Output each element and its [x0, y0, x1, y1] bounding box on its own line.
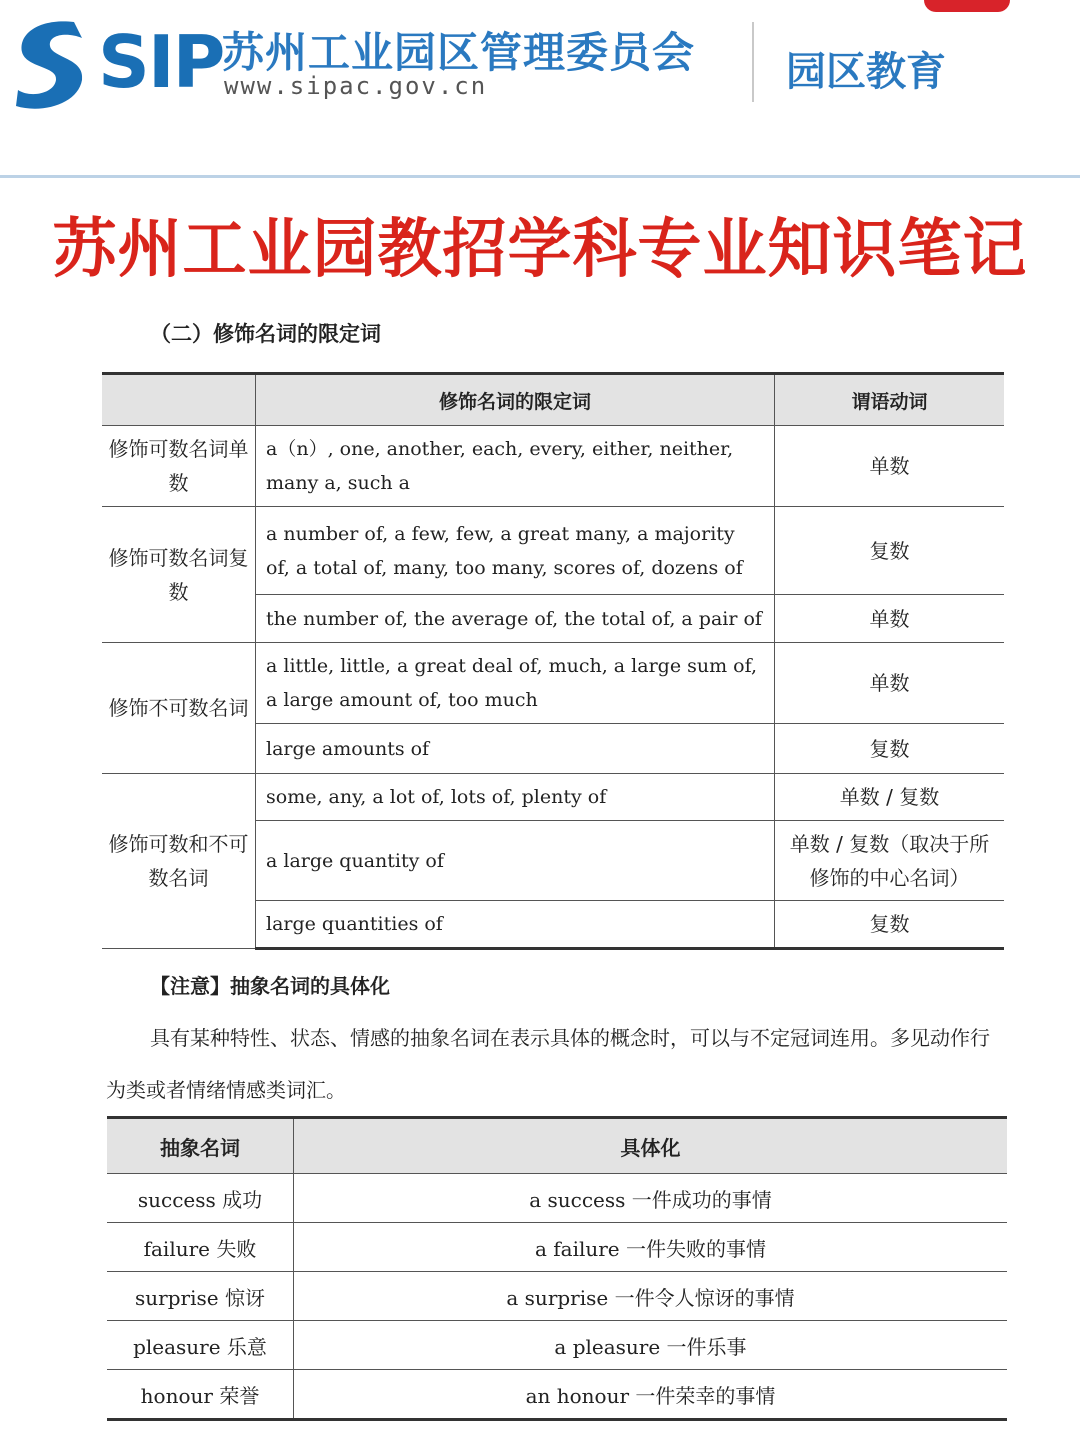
- table-row: [107, 1370, 1007, 1420]
- concrete-cell: a success 一件成功的事情: [294, 1174, 1008, 1223]
- concrete-cell: a pleasure 一件乐事: [294, 1321, 1008, 1370]
- header-concrete: 具体化: [294, 1118, 1008, 1174]
- concrete-cell: an honour 一件荣幸的事情: [294, 1370, 1008, 1420]
- section-name: 园区教育: [786, 49, 946, 95]
- table-row: [102, 507, 1004, 595]
- concrete-cell: a failure 一件失败的事情: [294, 1223, 1008, 1272]
- determiner-cell: some, any, a lot of, lots of, plenty of: [256, 774, 775, 821]
- noun-cell: failure 失败: [107, 1223, 294, 1272]
- note-body: 具有某种特性、状态、情感的抽象名词在表示具体的概念时，可以与不定冠词连用。多见动作行为类或者情绪情感类词汇。: [106, 1026, 990, 1102]
- determiner-cell: a little, little, a great deal of, much, a large sum of, a large amount of, too much: [256, 643, 775, 724]
- table-header-row: [107, 1118, 1007, 1174]
- determiner-table: [102, 372, 1004, 950]
- table-row: [102, 643, 1004, 724]
- verb-cell: 单数: [775, 595, 1005, 643]
- page-title: 苏州工业园教招学科专业知识笔记: [52, 213, 1028, 287]
- table-row: [102, 774, 1004, 821]
- noun-cell: success 成功: [107, 1174, 294, 1223]
- header-divider: [752, 22, 754, 102]
- verb-cell: 单数 / 复数（取决于所修饰的中心名词）: [775, 821, 1005, 901]
- org-url[interactable]: www.sipac.gov.cn: [224, 72, 488, 100]
- verb-cell: 复数: [775, 724, 1005, 774]
- determiner-cell: a（n）, one, another, each, every, either, neither, many a, such a: [256, 426, 775, 507]
- header-verb: 谓语动词: [775, 374, 1005, 426]
- determiner-cell: large quantities of: [256, 901, 775, 949]
- noun-cell: surprise 惊讶: [107, 1272, 294, 1321]
- emblem-icon: [924, 0, 1010, 12]
- table-row: [107, 1174, 1007, 1223]
- page-header: [0, 0, 1080, 175]
- noun-cell: pleasure 乐意: [107, 1321, 294, 1370]
- determiner-cell: a number of, a few, few, a great many, a majority of, a total of, many, too many, scores of, dozens of: [256, 507, 775, 595]
- concrete-cell: a surprise 一件令人惊讶的事情: [294, 1272, 1008, 1321]
- verb-cell: 单数: [775, 643, 1005, 724]
- table-row: [102, 426, 1004, 507]
- logo-text: SIP: [98, 20, 224, 104]
- section-heading: （二）修饰名词的限定词: [150, 322, 381, 346]
- header-determiner: 修饰名词的限定词: [256, 374, 775, 426]
- table-row: [107, 1223, 1007, 1272]
- determiner-cell: large amounts of: [256, 724, 775, 774]
- verb-cell: 复数: [775, 901, 1005, 949]
- category-cell: 修饰不可数名词: [102, 643, 256, 774]
- determiner-cell: a large quantity of: [256, 821, 775, 901]
- verb-cell: 复数: [775, 507, 1005, 595]
- note-heading: 【注意】抽象名词的具体化: [150, 974, 390, 998]
- verb-cell: 单数: [775, 426, 1005, 507]
- category-cell: 修饰可数名词复数: [102, 507, 256, 643]
- verb-cell: 单数 / 复数: [775, 774, 1005, 821]
- table-row: [107, 1321, 1007, 1370]
- abstract-noun-table: [107, 1116, 1007, 1421]
- sip-logo-icon: [12, 14, 92, 114]
- header-empty-cell: [102, 374, 256, 426]
- header-abstract-noun: 抽象名词: [107, 1118, 294, 1174]
- table-header-row: [102, 374, 1004, 426]
- determiner-cell: the number of, the average of, the total of, a pair of: [256, 595, 775, 643]
- table-row: [107, 1272, 1007, 1321]
- category-cell: 修饰可数名词单数: [102, 426, 256, 507]
- noun-cell: honour 荣誉: [107, 1370, 294, 1420]
- category-cell: 修饰可数和不可数名词: [102, 774, 256, 949]
- header-divider-line: [0, 175, 1080, 178]
- org-name: 苏州工业园区管理委员会: [222, 28, 696, 77]
